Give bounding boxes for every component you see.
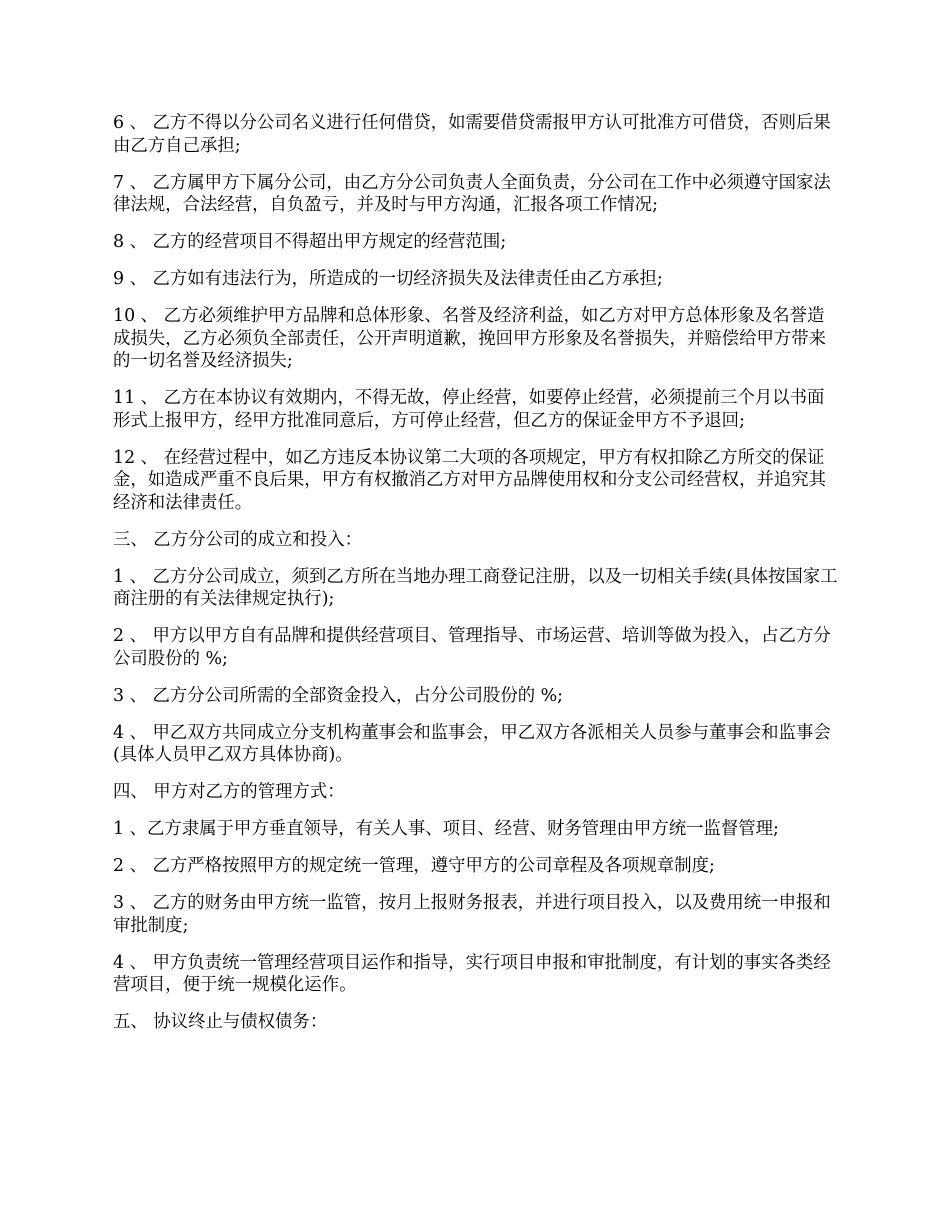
clause-11: 11 、 乙方在本协议有效期内，不得无故，停止经营，如要停止经营，必须提前三个月以书面形式上报甲方，经甲方批准同意后，方可停止经营，但乙方的保证金甲方不予退回;: [113, 388, 825, 431]
clause-9: 9 、 乙方如有违法行为，所造成的一切经济损失及法律责任由乙方承担;: [113, 269, 663, 289]
clause-7: 7 、 乙方属甲方下属分公司，由乙方分公司负责人全面负责，分公司在工作中必须遵守国家法律法规，合法经营，自负盈亏，并及时与甲方沟通，汇报各项工作情况;: [113, 172, 831, 215]
clause-10: 10 、 乙方必须维护甲方品牌和总体形象、名誉及经济利益，如乙方对甲方总体形象及名誉造成损失，乙方必须负全部责任，公开声明道歉，挽回甲方形象及名誉损失，并赔偿给甲方带来的一切名誉及经济损失;: [113, 306, 827, 371]
section-4-item-1: 1 、乙方隶属于甲方垂直领导，有关人事、项目、经营、财务管理由甲方统一监督管理;: [113, 819, 779, 839]
section-heading-4: 四、 甲方对乙方的管理方式：: [113, 782, 345, 802]
section-4-item-4: 4 、 甲方负责统一管理经营项目运作和指导，实行项目申报和审批制度，有计划的事实各类经营项目，便于统一规模化运作。: [113, 952, 831, 995]
section-3-item-1: 1 、 乙方分公司成立，须到乙方所在当地办理工商登记注册，以及一切相关手续(具体按国家工商注册的有关法律规定执行);: [113, 566, 838, 609]
section-4-item-2: 2 、 乙方严格按照甲方的规定统一管理，遵守甲方的公司章程及各项规章制度;: [113, 856, 715, 876]
clause-6: 6 、 乙方不得以分公司名义进行任何借贷，如需要借贷需报甲方认可批准方可借贷，否则后果由乙方自己承担;: [113, 113, 831, 156]
document-page: [113, 112, 839, 1048]
clause-12: 12 、 在经营过程中，如乙方违反本协议第二大项的各项规定，甲方有权扣除乙方所交的保证金，如造成严重不良后果，甲方有权撤消乙方对甲方品牌使用权和分支公司经营权，并追究其经济和法律责任。: [113, 447, 827, 513]
section-heading-5: 五、 协议终止与债权债务：: [113, 1012, 328, 1032]
section-4-item-3: 3 、 乙方的财务由甲方统一监管，按月上报财务报表，并进行项目投入，以及费用统一申报和审批制度;: [113, 893, 831, 936]
section-3-item-3: 3 、 乙方分公司所需的全部资金投入，占分公司股份的 %;: [113, 685, 564, 706]
section-heading-3: 三、 乙方分公司的成立和投入：: [113, 529, 362, 550]
section-3-item-4: 4 、 甲乙双方共同成立分支机构董事会和监事会，甲乙双方各派相关人员参与董事会和监事会(具体人员甲乙双方具体协商)。: [113, 722, 831, 765]
section-3-item-2: 2 、 甲方以甲方自有品牌和提供经营项目、管理指导、市场运营、培训等做为投入，占乙方分公司股份的 %;: [113, 626, 831, 669]
clause-8: 8 、 乙方的经营项目不得超出甲方规定的经营范围;: [113, 232, 507, 252]
